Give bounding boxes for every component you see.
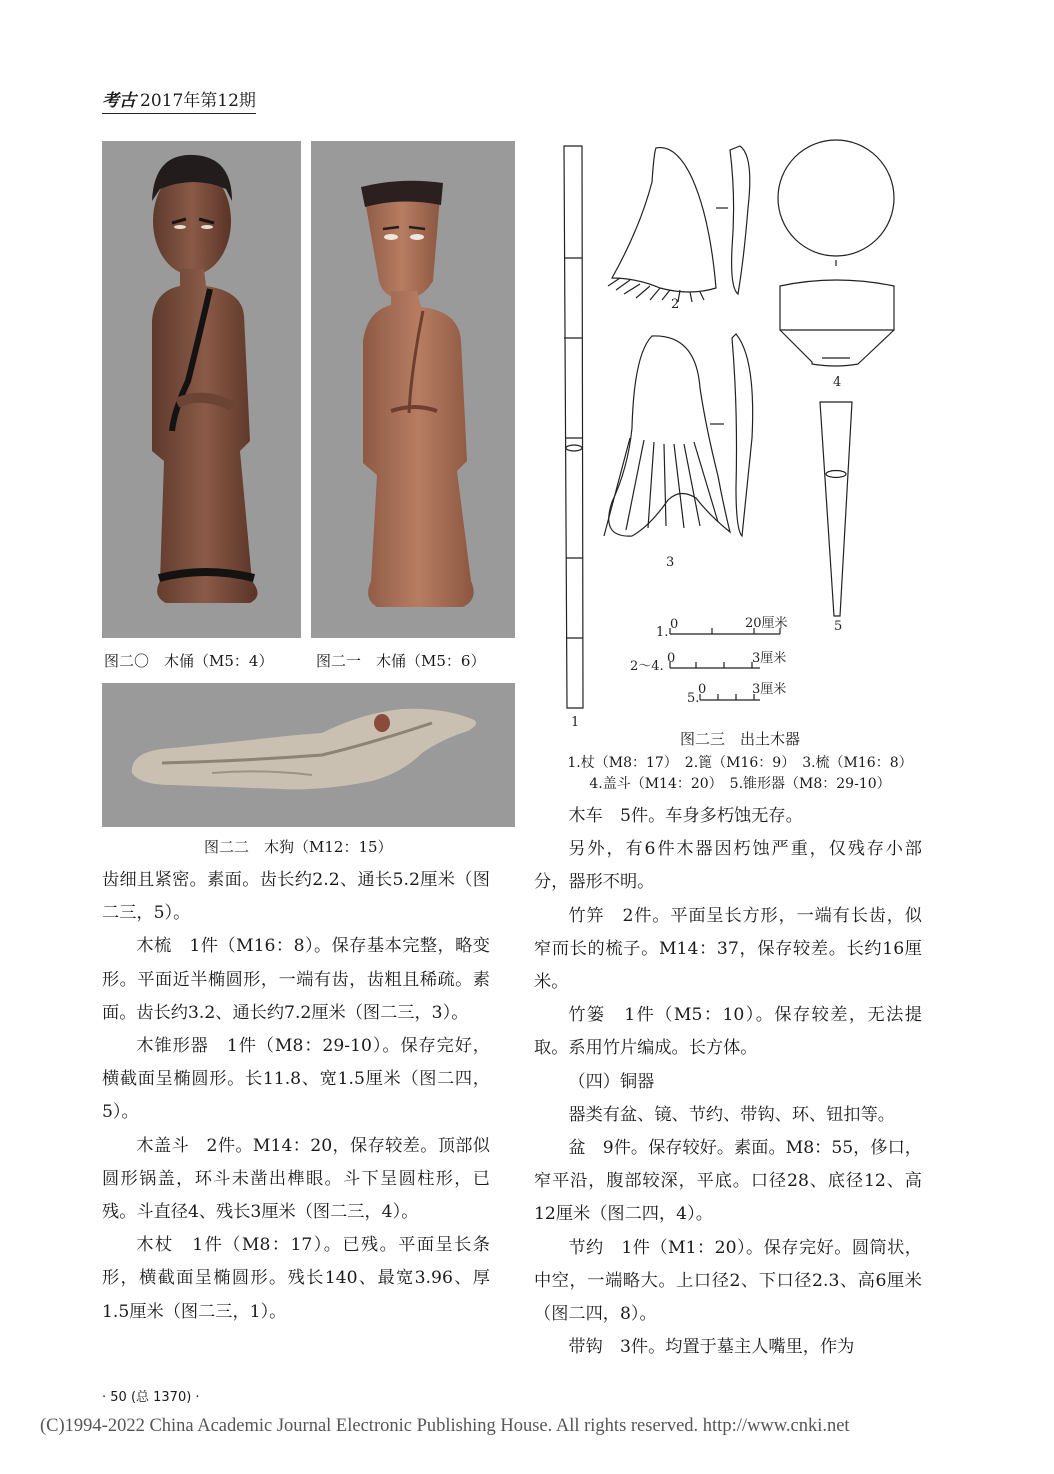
comb-3-drawing <box>609 336 730 536</box>
photo-figure-21 <box>311 141 515 638</box>
photo-figure-20 <box>102 141 301 638</box>
journal-logo: 考古 <box>102 91 136 111</box>
paragraph: 齿细且紧密。素面。齿长约2.2、通长5.2厘米（图二三，5）。 <box>102 870 490 924</box>
paragraph: 节约 1件（M1：20）。保存完好。圆筒状，中空，一端略大。上口径2、下口径2.3、高6厘米（图二四，8）。 <box>534 1237 922 1325</box>
scale-2-end: 3厘米 <box>752 651 787 666</box>
paragraph: （四）铜器 <box>568 1071 655 1092</box>
figure-23-drawing <box>540 138 940 738</box>
paragraph: 木梳 1件（M16：8）。保存基本完整，略变形。平面近半椭圆形，一端有齿，齿粗且稀疏。素面。齿长约3.2、通长约7.2厘米（图二三，3）。 <box>102 936 490 1023</box>
figure-21-caption: 图二一 木俑（M5：6） <box>316 652 486 670</box>
figure-23-legend-2: 4.盖斗（M14：20） 5.锥形器（M8：29-10） <box>589 776 891 792</box>
paragraph: 另外，有6件木器因朽蚀严重，仅残存小部分，器形不明。 <box>534 839 922 893</box>
paragraph: 盆 9件。保存较好。素面。M8：55，侈口，窄平沿，腹部较深，平底。口径28、底径12、高12厘米（图二四，4）。 <box>534 1138 922 1225</box>
scale-1-zero: 0 <box>670 617 679 632</box>
label-1: 1 <box>571 715 580 730</box>
awl-drawing <box>820 402 852 616</box>
label-5: 5 <box>834 619 843 634</box>
scale-3-end: 3厘米 <box>752 682 787 697</box>
paragraph: 竹篓 1件（M5：10）。保存较差，无法提取。系用竹片编成。长方体。 <box>534 1005 922 1059</box>
wooden-objects-line-drawing <box>540 138 940 738</box>
label-2: 2 <box>671 297 680 312</box>
left-text-column <box>102 864 490 1329</box>
figure-22-caption: 图二二 木狗（M12：15） <box>204 838 393 856</box>
scale-3-label: 5. <box>687 691 700 706</box>
photo-figure-22 <box>102 683 515 827</box>
paragraph: 带钩 3件。均置于墓主人嘴里，作为 <box>568 1337 855 1358</box>
scale-1-end: 20厘米 <box>745 616 788 631</box>
paragraph: 竹笄 2件。平面呈长方形，一端有长齿，似窄而长的梳子。M14：37，保存较差。长约16厘米。 <box>534 905 922 993</box>
scale-3-zero: 0 <box>698 682 707 697</box>
paragraph: 木锥形器 1件（M8：29-10）。保存完好，横截面呈椭圆形。长11.8、宽1.5厘米（图二四，5）。 <box>102 1036 490 1123</box>
label-3: 3 <box>666 555 675 570</box>
wooden-figurine-image <box>311 141 515 638</box>
scale-2-label: 2～4. <box>630 659 664 674</box>
paragraph: 器类有盆、镜、节约、带钩、环、钮扣等。 <box>568 1104 895 1125</box>
staff-drawing <box>564 146 583 708</box>
figure-20-caption: 图二〇 木俑（M5：4） <box>104 652 274 670</box>
scale-2-zero: 0 <box>667 651 676 666</box>
label-4: 4 <box>833 375 842 390</box>
paragraph: 木盖斗 2件。M14：20，保存较差。顶部似圆形锅盖，环斗未凿出榫眼。斗下呈圆柱形，已残。斗直径4、残长3厘米（图二三，4）。 <box>102 1135 490 1223</box>
scale-1-label: 1. <box>656 625 669 640</box>
lid-top-view <box>778 140 894 256</box>
paragraph: 木杖 1件（M8：17）。已残。平面呈长条形，横截面呈椭圆形。残长140、最宽3.96、厚1.5厘米（图二三，1）。 <box>102 1235 490 1322</box>
page-number: · 50 (总 1370) · <box>102 1390 200 1405</box>
copyright-notice: (C)1994-2022 China Academic Journal Electronic Publishing House. All rights reserved. http://www.cnki.net <box>40 1416 850 1436</box>
figure-23-title: 图二三 出土木器 <box>679 730 800 748</box>
running-header <box>102 86 256 114</box>
paragraph: 木车 5件。车身多朽蚀无存。 <box>568 806 803 826</box>
issue-label: 2017年第12期 <box>140 91 256 111</box>
comb-2-drawing <box>612 148 716 292</box>
wooden-dog-image <box>102 683 515 827</box>
right-text-column <box>534 800 922 1364</box>
wooden-figurine-image <box>102 141 301 638</box>
figure-23-legend-1: 1.杖（M8：17） 2.篦（M16：9） 3.梳（M16：8） <box>567 755 913 771</box>
